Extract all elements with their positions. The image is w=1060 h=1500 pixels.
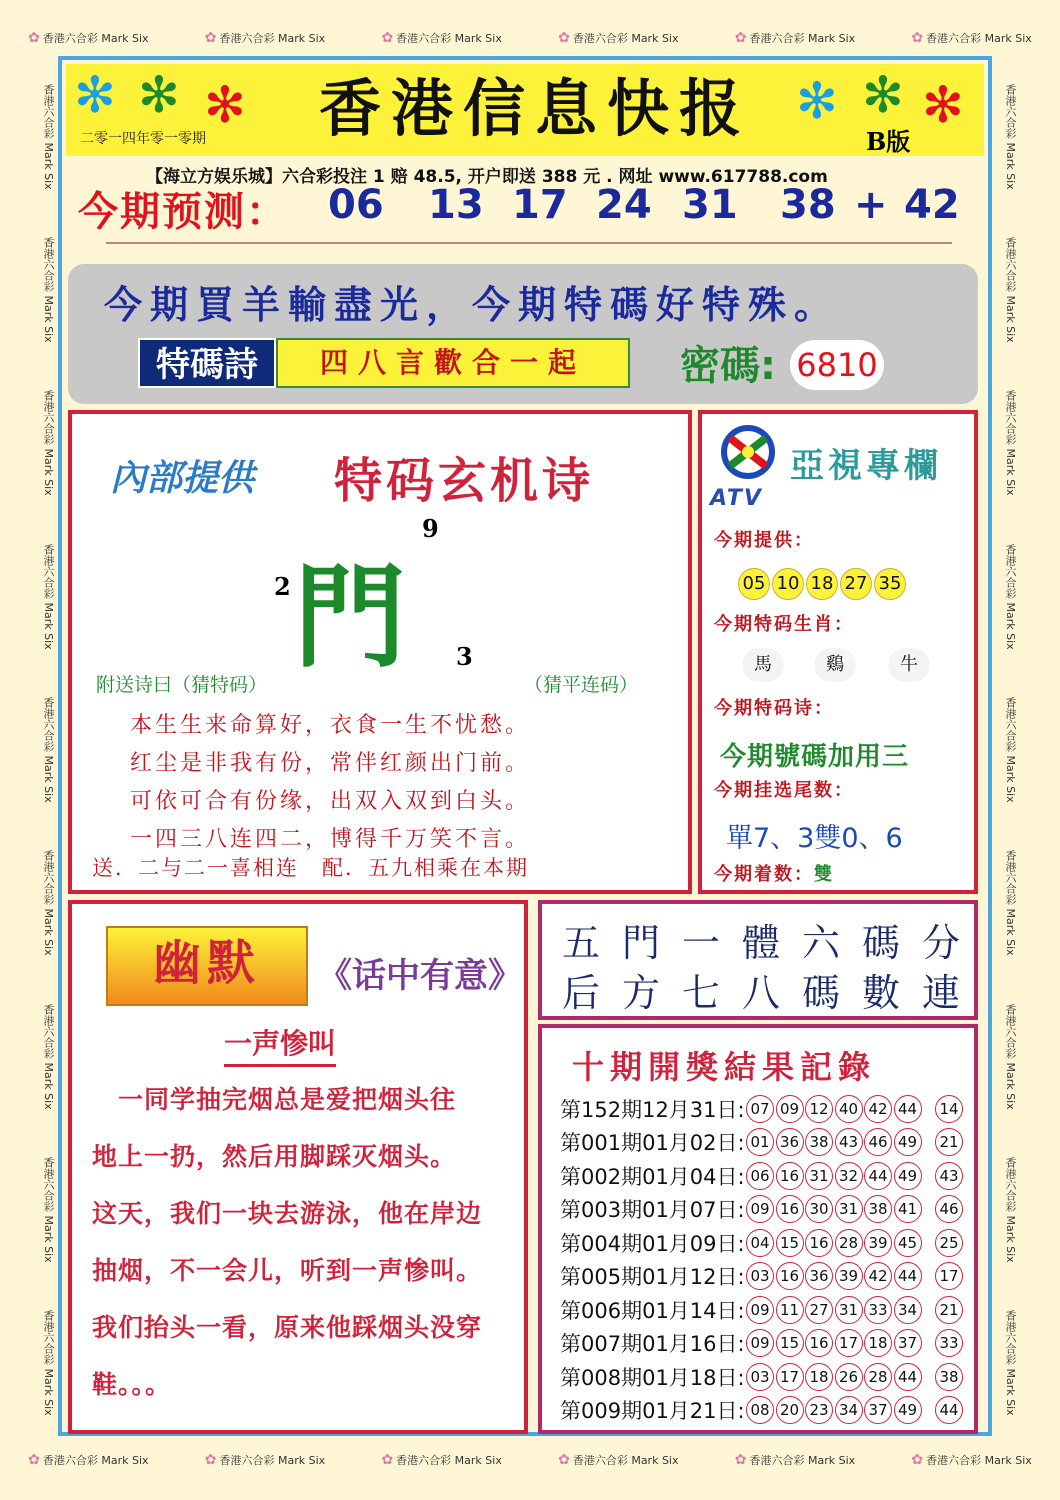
suit-row [714, 860, 834, 886]
result-ball: 31 [805, 1162, 833, 1190]
result-ball: 18 [864, 1329, 892, 1357]
watermark: ✿ 香港六合彩 Mark Six [28, 30, 149, 46]
history-row-numbers [746, 1329, 965, 1357]
asterisk-icon: ✻ [796, 72, 838, 130]
result-ball: 16 [805, 1229, 833, 1257]
history-row-numbers [746, 1162, 965, 1190]
result-ball: 41 [894, 1195, 922, 1223]
watermark: 香港六合彩 Mark Six [1004, 390, 1017, 497]
joke-line: 我们抬头一看，原来他踩烟头没穿 [92, 1313, 483, 1342]
special-ball: 17 [935, 1262, 963, 1290]
riddle-character: 門 [294, 552, 406, 683]
result-ball: 18 [805, 1363, 833, 1391]
watermark: 香港六合彩 Mark Six [1004, 543, 1017, 650]
watermark: 香港六合彩 Mark Six [1004, 83, 1017, 190]
result-ball: 44 [894, 1262, 922, 1290]
right-watermark-column [998, 60, 1022, 1440]
result-ball: 28 [864, 1363, 892, 1391]
history-row-numbers [746, 1363, 965, 1391]
flower-icon: ✿ [28, 1452, 40, 1468]
asterisk-icon: ✻ [862, 66, 904, 124]
result-ball: 09 [776, 1095, 804, 1123]
watermark: 香港六合彩 Mark Six [42, 390, 55, 497]
result-ball: 30 [805, 1195, 833, 1223]
flower-icon: ✿ [381, 30, 394, 46]
watermark: 香港六合彩 Mark Six [42, 543, 55, 650]
history-row-numbers [746, 1296, 965, 1324]
poem-last-line: 送．二与二一喜相连 配．五九相乘在本期 [92, 856, 529, 880]
result-ball: 49 [894, 1128, 922, 1156]
result-ball: 34 [894, 1296, 922, 1324]
humor-badge-text: 幽默 [152, 935, 261, 991]
history-row-label: 第001期01月02日: [560, 1131, 745, 1156]
result-ball: 36 [776, 1128, 804, 1156]
poem-lines [130, 708, 530, 860]
watermark: 香港六合彩 Mark Six [42, 1003, 55, 1110]
poem-line: 红尘是非我有份，常伴红颜出门前。 [130, 751, 531, 776]
atv-poem-label: 今期特码诗： [714, 698, 834, 719]
result-ball: 09 [746, 1329, 774, 1357]
result-ball: 39 [864, 1229, 892, 1257]
secret-code-label: 密碼: [680, 343, 776, 389]
watermark: 香港六合彩 Mark Six [42, 237, 55, 343]
zodiac-label: 今期特码生肖： [714, 614, 854, 635]
result-ball: 38 [805, 1128, 833, 1156]
five-gates-line: 五門一體六碼分 [562, 921, 983, 965]
header-banner [66, 64, 984, 156]
number-ball: 18 [806, 568, 838, 600]
watermark: 香港六合彩 Mark Six [42, 697, 55, 803]
history-row [560, 1293, 965, 1327]
prediction-number: 38 [780, 182, 836, 228]
asterisk-icon: ✻ [204, 76, 246, 134]
joke-subtitle: 《话中有意》 [318, 956, 522, 996]
divider [106, 242, 952, 244]
provide-label: 今期提供： [714, 530, 814, 551]
internal-label: 內部提供 [110, 458, 255, 499]
asterisk-icon: ✻ [922, 76, 964, 134]
prediction-number: 24 [596, 182, 652, 228]
history-row-label: 第152期12月31日: [560, 1097, 745, 1122]
flower-icon: ✿ [381, 1452, 394, 1468]
result-ball: 16 [776, 1162, 804, 1190]
result-ball: 11 [776, 1296, 804, 1324]
left-watermark-column [36, 60, 60, 1440]
history-row-label: 第003期01月07日: [560, 1198, 745, 1223]
result-ball: 23 [805, 1396, 833, 1424]
history-row [560, 1159, 965, 1193]
tails-value: 單7、3雙0、6 [726, 823, 903, 854]
watermark: ✿ 香港六合彩 Mark Six [558, 30, 679, 46]
watermark: 香港六合彩 Mark Six [1004, 1003, 1017, 1110]
prediction-number: 06 [328, 182, 384, 228]
provide-numbers [738, 568, 906, 600]
result-ball: 37 [864, 1396, 892, 1424]
result-ball: 44 [894, 1095, 922, 1123]
atv-poem: 今期號碼加用三 [720, 742, 910, 772]
result-ball: 09 [746, 1195, 774, 1223]
number-ball: 05 [738, 568, 770, 600]
period-text: 二零一四年零一零期 [80, 131, 206, 147]
special-ball: 43 [935, 1162, 963, 1190]
history-row-label: 第007期01月16日: [560, 1332, 745, 1357]
result-ball: 44 [864, 1162, 892, 1190]
special-ball: 21 [935, 1296, 963, 1324]
poem-subtitle-left: 附送诗曰（猜特码） [96, 674, 268, 696]
history-row-label: 第004期01月09日: [560, 1231, 745, 1256]
special-poem-label: 特碼詩 [138, 338, 276, 388]
history-row-numbers [746, 1229, 965, 1257]
result-ball: 39 [835, 1262, 863, 1290]
watermark: ✿ 香港六合彩 Mark Six [558, 1452, 679, 1468]
result-ball: 16 [776, 1195, 804, 1223]
history-row [560, 1360, 965, 1394]
history-row [560, 1126, 965, 1160]
watermark: ✿ 香港六合彩 Mark Six [381, 1452, 502, 1468]
zodiac-badge: 牛 [888, 648, 930, 682]
result-ball: 31 [835, 1195, 863, 1223]
secret-code-value: 6810 [790, 340, 884, 390]
result-ball: 42 [864, 1095, 892, 1123]
atv-column-title: 亞視專欄 [790, 446, 942, 486]
result-ball: 38 [864, 1195, 892, 1223]
special-ball: 46 [935, 1195, 963, 1223]
result-ball: 01 [746, 1128, 774, 1156]
result-ball: 26 [835, 1363, 863, 1391]
five-gates-box [538, 900, 983, 1020]
watermark: 香港六合彩 Mark Six [1004, 850, 1017, 957]
joke-line: 这天，我们一块去游泳，他在岸边 [92, 1199, 483, 1228]
mystery-poem-box [68, 410, 692, 894]
watermark: ✿ 香港六合彩 Mark Six [204, 1452, 326, 1468]
result-ball: 15 [776, 1229, 804, 1257]
result-ball: 28 [835, 1229, 863, 1257]
history-row [560, 1327, 965, 1361]
watermark: ✿ 香港六合彩 Mark Six [381, 30, 502, 46]
watermark: ✿ 香港六合彩 Mark Six [911, 30, 1032, 46]
prediction-number: 13 [428, 182, 484, 228]
special-ball: 44 [935, 1396, 963, 1424]
joke-line: 一同学抽完烟总是爱把烟头往 [92, 1085, 457, 1114]
zodiac-badge: 鷄 [814, 648, 856, 682]
mystery-title: 特码玄机诗 [334, 453, 595, 509]
result-ball: 16 [805, 1329, 833, 1357]
atv-logo-icon [720, 424, 776, 480]
prediction-number: 17 [512, 182, 568, 228]
watermark: ✿ 香港六合彩 Mark Six [204, 30, 326, 46]
history-row-label: 第009期01月21日: [560, 1399, 745, 1424]
atv-column-box [698, 410, 978, 894]
joke-line: 鞋。。。 [92, 1370, 172, 1399]
history-row-label: 第005期01月12日: [560, 1265, 745, 1290]
prediction-plus: + [854, 182, 888, 228]
prediction-special: 42 [904, 182, 960, 228]
result-ball: 31 [835, 1296, 863, 1324]
result-ball: 36 [805, 1262, 833, 1290]
joke-body [92, 1080, 522, 1422]
suit-label: 今期着数： [714, 864, 814, 885]
result-ball: 42 [864, 1262, 892, 1290]
history-title: 十期開獎結果記錄 [572, 1048, 877, 1086]
joke-box [68, 900, 528, 1434]
result-ball: 34 [835, 1396, 863, 1424]
slogan-box [68, 264, 978, 404]
five-gates-line: 后方七八碼數連 [562, 971, 983, 1015]
watermark: 香港六合彩 Mark Six [42, 83, 55, 190]
result-ball: 17 [835, 1329, 863, 1357]
draw-history-box [538, 1024, 978, 1434]
special-poem-text: 四八言歡合一起 [276, 338, 630, 388]
watermark: 香港六合彩 Mark Six [42, 1310, 55, 1417]
number-ball: 27 [840, 568, 872, 600]
history-row-numbers [746, 1195, 965, 1223]
result-ball: 49 [894, 1162, 922, 1190]
number-ball: 35 [874, 568, 906, 600]
history-rows [560, 1092, 965, 1427]
result-ball: 12 [805, 1095, 833, 1123]
result-ball: 03 [746, 1363, 774, 1391]
watermark: ✿ 香港六合彩 Mark Six [734, 1452, 856, 1468]
result-ball: 43 [835, 1128, 863, 1156]
result-ball: 03 [746, 1262, 774, 1290]
result-ball: 16 [776, 1262, 804, 1290]
bottom-watermark-strip [0, 1442, 1060, 1478]
suit-value: 雙 [814, 864, 834, 885]
result-ball: 40 [835, 1095, 863, 1123]
result-ball: 07 [746, 1095, 774, 1123]
history-row-numbers [746, 1095, 965, 1123]
result-ball: 44 [894, 1363, 922, 1391]
watermark: ✿ 香港六合彩 Mark Six [734, 30, 856, 46]
result-ball: 20 [776, 1396, 804, 1424]
special-ball: 33 [935, 1329, 963, 1357]
zodiac-badge: 馬 [742, 648, 784, 682]
asterisk-icon: ✻ [138, 66, 180, 124]
watermark: 香港六合彩 Mark Six [1004, 1310, 1017, 1417]
slogan: 今期買羊輸盡光，今期特碼好特殊。 [104, 283, 841, 327]
number-bottom: 3 [456, 642, 473, 671]
flower-icon: ✿ [204, 30, 217, 46]
number-top: 9 [422, 514, 439, 543]
prediction-label: 今期预测： [78, 189, 288, 235]
poem-line: 可依可合有份缘，出双入双到白头。 [130, 789, 531, 814]
result-ball: 09 [746, 1296, 774, 1324]
history-row-numbers [746, 1262, 965, 1290]
flower-icon: ✿ [558, 1452, 570, 1468]
asterisk-icon: ✻ [74, 66, 116, 124]
history-row [560, 1092, 965, 1126]
special-ball: 25 [935, 1229, 963, 1257]
result-ball: 08 [746, 1396, 774, 1424]
watermark: 香港六合彩 Mark Six [1004, 1157, 1017, 1263]
result-ball: 45 [894, 1229, 922, 1257]
tails-label: 今期挂选尾数： [714, 780, 854, 801]
page-title: 香港信息快报 [318, 72, 751, 145]
poem-line: 本生生来命算好，衣食一生不忧愁。 [130, 713, 531, 738]
prediction-numbers [312, 182, 972, 234]
edition-label: B版 [866, 127, 911, 156]
top-watermark-strip [0, 20, 1060, 56]
joke-line: 地上一扔，然后用脚踩灭烟头。 [92, 1142, 457, 1171]
flower-icon: ✿ [911, 1452, 924, 1468]
flower-icon: ✿ [204, 1452, 217, 1468]
watermark: ✿ 香港六合彩 Mark Six [911, 1452, 1032, 1468]
joke-line: 抽烟，不一会儿，听到一声惨叫。 [92, 1256, 483, 1285]
watermark: 香港六合彩 Mark Six [1004, 237, 1017, 343]
joke-title: 一声惨叫 [224, 1022, 336, 1067]
result-ball: 17 [776, 1363, 804, 1391]
result-ball: 27 [805, 1296, 833, 1324]
result-ball: 32 [835, 1162, 863, 1190]
history-row-numbers [746, 1396, 965, 1424]
number-left: 2 [274, 572, 291, 601]
watermark: 香港六合彩 Mark Six [42, 1157, 55, 1263]
history-row [560, 1260, 965, 1294]
ad-banner: 【海立方娱乐城】六合彩投注 1 赔 48.5, 开户即送 388 元 . 网址 www.617788.com [146, 167, 828, 187]
result-ball: 37 [894, 1329, 922, 1357]
number-ball: 10 [772, 568, 804, 600]
humor-badge [106, 926, 308, 1006]
special-ball: 21 [935, 1128, 963, 1156]
result-ball: 04 [746, 1229, 774, 1257]
result-ball: 06 [746, 1162, 774, 1190]
flower-icon: ✿ [28, 30, 40, 46]
history-row [560, 1394, 965, 1428]
flower-icon: ✿ [558, 30, 570, 46]
poem-subtitle-right: （猜平连码） [524, 674, 639, 696]
poem-line: 一四三八连四二，博得千万笑不言。 [130, 827, 531, 852]
history-row-label: 第006期01月14日: [560, 1298, 745, 1323]
watermark: 香港六合彩 Mark Six [1004, 697, 1017, 803]
history-row [560, 1226, 965, 1260]
history-row-label: 第002期01月04日: [560, 1164, 745, 1189]
result-ball: 15 [776, 1329, 804, 1357]
watermark: 香港六合彩 Mark Six [42, 850, 55, 957]
history-row [560, 1193, 965, 1227]
atv-logo-text: ATV [710, 486, 763, 511]
result-ball: 49 [894, 1396, 922, 1424]
special-ball: 14 [935, 1095, 963, 1123]
special-ball: 38 [935, 1363, 963, 1391]
result-ball: 46 [864, 1128, 892, 1156]
flower-icon: ✿ [911, 30, 924, 46]
poster [58, 56, 992, 1436]
result-ball: 33 [864, 1296, 892, 1324]
watermark: ✿ 香港六合彩 Mark Six [28, 1452, 149, 1468]
history-row-numbers [746, 1128, 965, 1156]
prediction-number: 31 [682, 182, 738, 228]
flower-icon: ✿ [734, 30, 747, 46]
flower-icon: ✿ [734, 1452, 747, 1468]
history-row-label: 第008期01月18日: [560, 1365, 745, 1390]
